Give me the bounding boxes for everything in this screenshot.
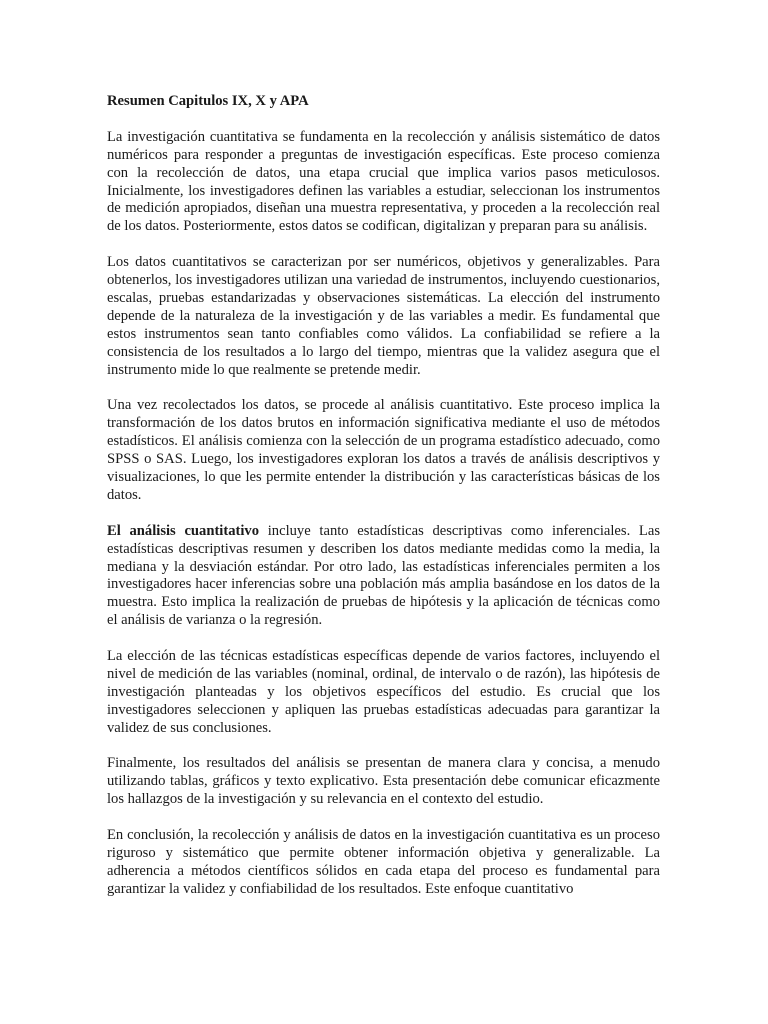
paragraph-text: Finalmente, los resultados del análisis se presentan de manera clara y concisa, a menudo utilizando tablas, gráficos y texto explicativo. Esta presentación debe comunicar eficazmente los hallazgos de la investigación y su relevancia en el contexto del estudio. [107,755,660,808]
paragraph-7 [107,827,660,899]
document-title: Resumen Capitulos IX, X y APA [107,93,309,109]
paragraph-text: incluye tanto estadísticas descriptivas como inferenciales. Las estadísticas descriptivas resumen y describen los datos mediante medidas como la media, la mediana y la desviación estándar. Por otro lado, las estadísticas inferenciales permiten a los investigadores hacer inferencias sobre una población más amplia basándose en los datos de la muestra. Esto implica la realización de pruebas de hipótesis y la aplicación de técnicas como el análisis de varianza o la regresión. [107,522,660,629]
paragraph-4 [107,523,660,630]
paragraph-text: La elección de las técnicas estadísticas específicas depende de varios factores, incluyendo el nivel de medición de las variables (nominal, ordinal, de intervalo o de razón), las hipótesis de investigación planteadas y los objetivos específicos del estudio. Es crucial que los investigadores seleccionen y apliquen las pruebas estadísticas adecuadas para garantizar la validez de sus conclusiones. [107,648,660,736]
paragraph-6 [107,755,660,809]
paragraph-text: La investigación cuantitativa se fundamenta en la recolección y análisis sistemático de datos numéricos para responder a preguntas de investigación específicas. Este proceso comienza con la recolección de datos, una etapa crucial que implica varios pasos meticulosos. Inicialmente, los investigadores definen las variables a estudiar, seleccionan los instrumentos de medición apropiados, diseñan una muestra representativa, y proceden a la recolección real de los datos. Posteriormente, estos datos se codifican, digitalizan y preparan para su análisis. [107,128,660,235]
document-page [107,93,660,899]
paragraph-text: Los datos cuantitativos se caracterizan por ser numéricos, objetivos y generalizables. Para obtenerlos, los investigadores utilizan una variedad de instrumentos, incluyendo cuestionarios, escalas, pruebas estandarizadas y observaciones sistemáticas. La elección del instrumento depende de la naturaleza de la investigación y de las variables a medir. Es fundamental que estos instrumentos sean tanto confiables como válidos. La confiabilidad se refiere a la consistencia de los resultados a lo largo del tiempo, mientras que la validez asegura que el instrumento mide lo que realmente se pretende medir. [107,254,660,378]
paragraph-2 [107,254,660,379]
paragraph-1 [107,129,660,236]
paragraph-5 [107,648,660,738]
paragraph-text: En conclusión, la recolección y análisis de datos en la investigación cuantitativa es un proceso riguroso y sistemático que permite obtener información objetiva y generalizable. La adherencia a métodos científicos sólidos en cada etapa del proceso es fundamental para garantizar la validez y confiabilidad de los resultados. Este enfoque cuantitativo [107,827,660,897]
paragraph-text: Una vez recolectados los datos, se procede al análisis cuantitativo. Este proceso implica la transformación de los datos brutos en información significativa mediante el uso de métodos estadísticos. El análisis comienza con la selección de un programa estadístico adecuado, como SPSS o SAS. Luego, los investigadores exploran los datos a través de análisis descriptivos y visualizaciones, lo que les permite entender la distribución y las características básicas de los datos. [107,397,660,503]
paragraph-lead-bold: El análisis cuantitativo [107,522,260,539]
paragraph-3 [107,397,660,504]
